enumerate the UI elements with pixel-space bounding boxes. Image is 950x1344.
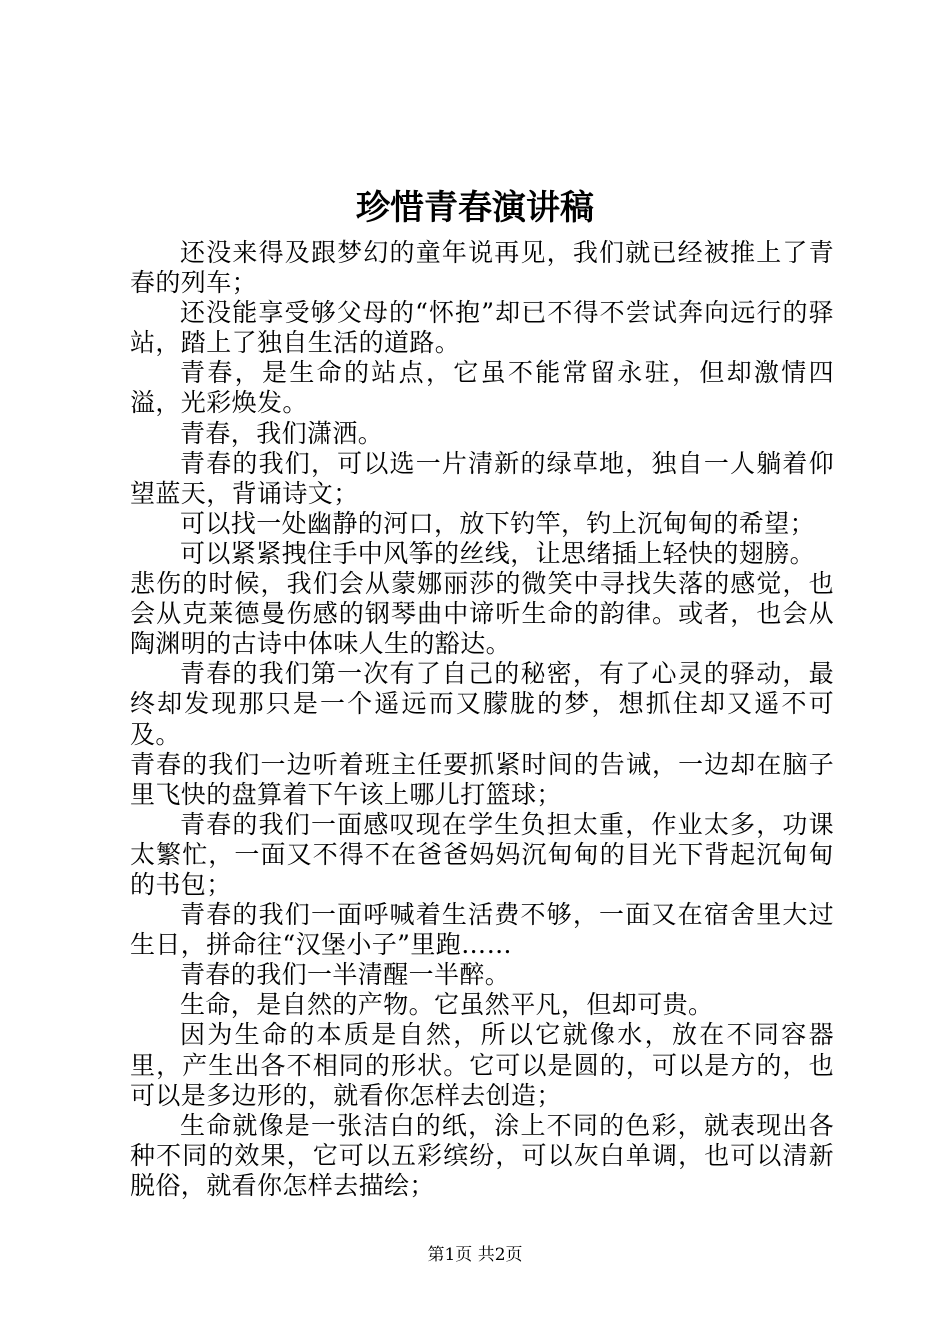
paragraph: 悲伤的时候，我们会从蒙娜丽莎的微笑中寻找失落的感觉，也会从克莱德曼伤感的钢琴曲中谛听生命的韵律。或者，也会从陶渊明的古诗中体味人生的豁达。 xyxy=(130,569,834,659)
document-body xyxy=(130,238,834,1201)
paragraph: 青春，是生命的站点，它虽不能常留永驻，但却激情四溢，光彩焕发。 xyxy=(130,358,834,418)
paragraph: 生命，是自然的产物。它虽然平凡，但却可贵。 xyxy=(180,990,714,1020)
page-number-footer: 第1页 共2页 xyxy=(427,1245,523,1265)
paragraph: 因为生命的本质是自然，所以它就像水，放在不同容器里，产生出各不相同的形状。它可以是圆的，可以是方的，也可以是多边形的，就看你怎样去创造； xyxy=(130,1020,834,1110)
paragraph: 青春的我们一面感叹现在学生负担太重，作业太多，功课太繁忙，一面又不得不在爸爸妈妈沉甸甸的目光下背起沉甸甸的书包； xyxy=(130,809,834,899)
paragraph: 还没来得及跟梦幻的童年说再见，我们就已经被推上了青春的列车； xyxy=(130,238,834,298)
paragraph: 青春的我们一半清醒一半醉。 xyxy=(180,960,511,990)
paragraph: 青春的我们一面呼喊着生活费不够，一面又在宿舍里大过生日，拼命往“汉堡小子”里跑…… xyxy=(130,900,834,960)
paragraph: 生命就像是一张洁白的纸，涂上不同的色彩，就表现出各种不同的效果，它可以五彩缤纷，可以灰白单调，也可以清新脱俗，就看你怎样去描绘； xyxy=(130,1110,834,1200)
paragraph: 青春的我们第一次有了自己的秘密，有了心灵的驿动，最终却发现那只是一个遥远而又朦胧的梦，想抓住却又遥不可及。 xyxy=(130,659,834,749)
paragraph: 可以紧紧拽住手中风筝的丝线，让思绪插上轻快的翅膀。 xyxy=(180,538,816,568)
paragraph: 还没能享受够父母的“怀抱”却已不得不尝试奔向远行的驿站，踏上了独自生活的道路。 xyxy=(130,298,834,358)
page-title: 珍惜青春演讲稿 xyxy=(356,188,594,228)
paragraph: 可以找一处幽静的河口，放下钓竿，钓上沉甸甸的希望； xyxy=(180,508,816,538)
paragraph: 青春，我们潇洒。 xyxy=(180,418,384,448)
paragraph: 青春的我们，可以选一片清新的绿草地，独自一人躺着仰望蓝天，背诵诗文； xyxy=(130,448,834,508)
paragraph: 青春的我们一边听着班主任要抓紧时间的告诫，一边却在脑子里飞快的盘算着下午该上哪儿打篮球； xyxy=(130,749,834,809)
